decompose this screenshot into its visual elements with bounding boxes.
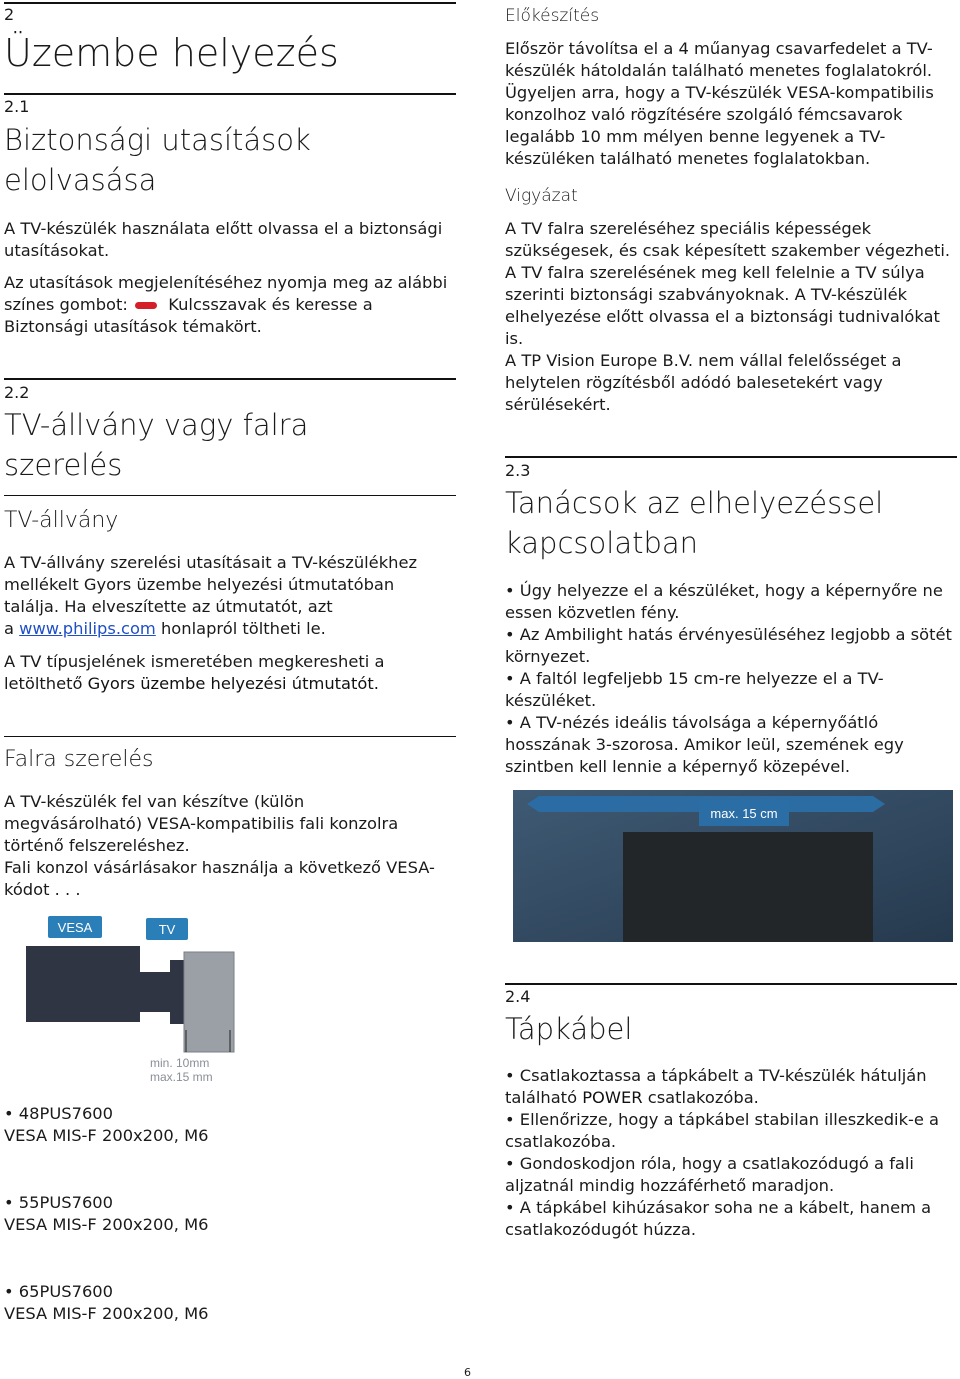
paragraph-line: készüléken található menetes foglalatokban. [505, 149, 871, 168]
section-2-2-rule [4, 378, 456, 380]
stand-subtitle: TV-állvány [4, 508, 119, 533]
page-number: 6 [464, 1366, 471, 1379]
bullet-line: • Úgy helyezze el a készüléket, hogy a képernyőre ne [505, 581, 943, 600]
philips-link[interactable]: www.philips.com [19, 619, 156, 638]
prep-subtitle: Előkészítés [505, 6, 600, 26]
paragraph-text: színes gombot: [4, 295, 128, 314]
section-2-1-title: elolvasása [4, 163, 157, 197]
paragraph-line: megvásárolható) VESA-kompatibilis fali konzolra [4, 814, 399, 833]
paragraph-line: legalább 10 mm mélyen benne legyenek a TV- [505, 127, 886, 146]
bullet-line: készüléket. [505, 691, 597, 710]
bullet-line: • A TV-nézés ideális távolsága a képernyőátló [505, 713, 879, 732]
paragraph-line: mellékelt Gyors üzembe helyezési útmutatóban [4, 575, 395, 594]
guide-name: Gyors üzembe helyezési útmutatót. [87, 674, 379, 693]
warning-subtitle: Vigyázat [505, 186, 578, 206]
model-vesa: VESA MIS-F 200x200, M6 [4, 1304, 209, 1323]
model-name [4, 1192, 113, 1214]
bullet-line: aljzatnál mindig hozzáférhető maradjon. [505, 1176, 835, 1195]
model-name [4, 1281, 113, 1303]
model-name-text: 65PUS7600 [18, 1282, 114, 1301]
paragraph-line [4, 618, 326, 640]
min-label: min. 10mm [150, 1056, 210, 1070]
subsection-rule [4, 495, 456, 496]
bracket-shape [26, 946, 184, 1024]
bullet-line: essen közvetlen fény. [505, 603, 680, 622]
paragraph-line: konzolhoz való rögzítésére szolgáló fémcsavarok [505, 105, 903, 124]
bullet-line: • A faltól legfeljebb 15 cm-re helyezze el a TV- [505, 669, 884, 688]
model-vesa: VESA MIS-F 200x200, M6 [4, 1215, 209, 1234]
paragraph-line: is. [505, 329, 524, 348]
bullet-line: • Az Ambilight hatás érvényesüléséhez legjobb a sötét [505, 625, 952, 644]
section-2-4-rule [505, 983, 957, 985]
paragraph-line: szükségesek, és csak képesített szakember végezheti. [505, 241, 951, 260]
bullet-line: csatlakozóba. [505, 1132, 617, 1151]
keyword-label: Kulcsszavak [168, 295, 267, 314]
paragraph-line: A TV falra szereléséhez speciális képességek [505, 219, 872, 238]
paragraph-text: található [505, 1088, 578, 1107]
max-label: max.15 mm [150, 1070, 213, 1084]
paragraph-line: Fali konzol vásárlásakor használja a következő VESA- [4, 858, 435, 877]
tv-shape [623, 832, 873, 942]
chapter-number: 2 [4, 5, 15, 24]
bullet-line: hosszának 3-szorosa. Amikor leül, szemének egy [505, 735, 904, 754]
red-key-icon [135, 302, 157, 309]
paragraph-line: A TV falra szerelésének meg kell felelnie a TV súlya [505, 263, 925, 282]
bullet: • [4, 1104, 14, 1123]
paragraph-text: és keresse a [271, 295, 373, 314]
section-2-2-number: 2.2 [4, 383, 30, 402]
placement-illustration [513, 790, 953, 942]
vesa-diagram [20, 912, 240, 1092]
bullet-line [505, 1087, 759, 1109]
paragraph-line: találja. Ha elveszítette az útmutatót, azt [4, 597, 333, 616]
paragraph-text: honlapról töltheti le. [160, 619, 326, 638]
tv-back-shape [184, 952, 234, 1052]
section-2-3-number: 2.3 [505, 461, 531, 480]
paragraph-line [4, 294, 373, 316]
paragraph-text: csatlakozóba. [647, 1088, 759, 1107]
paragraph-line: Az utasítások megjelenítéséhez nyomja meg az alábbi [4, 273, 448, 292]
section-2-2-title: szerelés [4, 448, 123, 482]
paragraph-line: történő felszereléshez. [4, 836, 190, 855]
paragraph-line: készülék hátoldalán található menetes foglalatokról. [505, 61, 933, 80]
model-name [4, 1103, 113, 1125]
section-2-1-title: Biztonsági utasítások [4, 123, 311, 157]
model-vesa: VESA MIS-F 200x200, M6 [4, 1126, 209, 1145]
vesa-label: VESA [57, 920, 93, 935]
chapter-title: Üzembe helyezés [4, 31, 339, 75]
distance-label: max. 15 cm [710, 806, 778, 821]
paragraph-line: utasításokat. [4, 241, 110, 260]
paragraph-line: A TP Vision Europe B.V. nem vállal felelősséget a [505, 351, 902, 370]
bullet: • [4, 1193, 14, 1212]
bullet: • [4, 1282, 14, 1301]
section-2-4-title: Tápkábel [505, 1012, 633, 1046]
paragraph-line: Először távolítsa el a 4 műanyag csavarfedelet a TV- [505, 39, 933, 58]
power-keyword: POWER [582, 1088, 643, 1107]
wall-mount-subtitle: Falra szerelés [4, 747, 154, 772]
section-2-3-rule [505, 456, 957, 458]
bullet-line: csatlakozódugót húzza. [505, 1220, 697, 1239]
bullet-line: • Gondoskodjon róla, hogy a csatlakozódugó a fali [505, 1154, 914, 1173]
subsection-rule [4, 736, 456, 737]
bullet-line: • Csatlakoztassa a tápkábelt a TV-készülék hátulján [505, 1066, 927, 1085]
paragraph-line: szerinti biztonsági szabványoknak. A TV-készülék [505, 285, 908, 304]
bullet-line: • A tápkábel kihúzásakor soha ne a kábelt, hanem a [505, 1198, 932, 1217]
tv-label: TV [158, 922, 176, 937]
chapter-rule [4, 2, 456, 4]
section-2-4-number: 2.4 [505, 987, 531, 1006]
section-2-3-title: Tanácsok az elhelyezéssel [505, 486, 884, 520]
paragraph-line: A TV-állvány szerelési utasításait a TV-készülékhez [4, 553, 418, 572]
section-2-1-number: 2.1 [4, 97, 30, 116]
bullet-line: szintben kell lennie a képernyő közepével. [505, 757, 851, 776]
paragraph-line: kódot . . . [4, 880, 81, 899]
paragraph-line: elhelyezése előtt olvassa el a biztonsági tudnivalókat [505, 307, 940, 326]
paragraph-text: a [4, 619, 14, 638]
section-2-3-title: kapcsolatban [505, 526, 699, 560]
model-name-text: 48PUS7600 [18, 1104, 114, 1123]
paragraph-line: Biztonsági utasítások témakört. [4, 317, 262, 336]
section-2-1-rule [4, 93, 456, 95]
paragraph-line: Ügyeljen arra, hogy a TV-készülék VESA-kompatibilis [505, 83, 934, 102]
paragraph-text: letölthető [4, 674, 83, 693]
model-name-text: 55PUS7600 [18, 1193, 114, 1212]
paragraph-line: helytelen rögzítésből adódó balesetekért vagy [505, 373, 883, 392]
section-2-2-title: TV-állvány vagy falra [4, 408, 309, 442]
bullet-line: környezet. [505, 647, 591, 666]
paragraph-line: A TV-készülék használata előtt olvassa el a biztonsági [4, 219, 443, 238]
paragraph-line: A TV-készülék fel van készítve (külön [4, 792, 305, 811]
paragraph-line: sérülésekért. [505, 395, 611, 414]
paragraph-line: A TV típusjelének ismeretében megkeresheti a [4, 652, 385, 671]
paragraph-line [4, 673, 379, 695]
bullet-line: • Ellenőrizze, hogy a tápkábel stabilan illeszkedik-e a [505, 1110, 940, 1129]
